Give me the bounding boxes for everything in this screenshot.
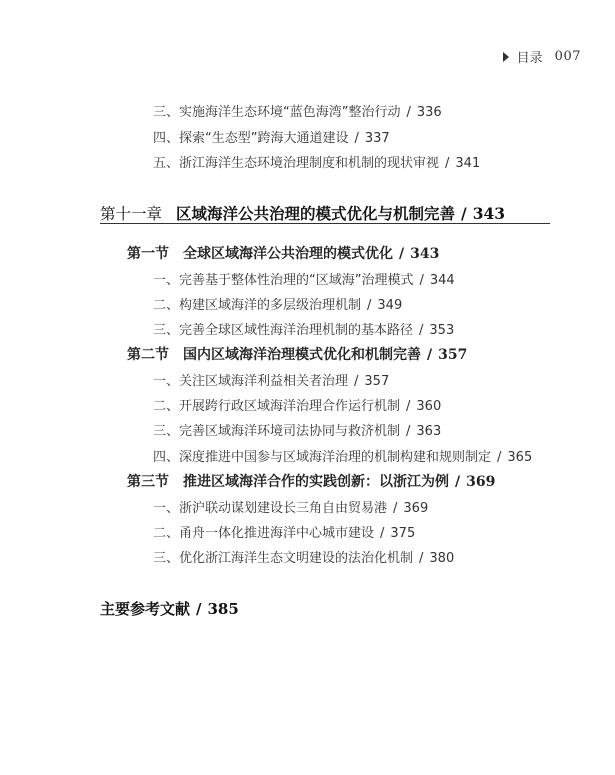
toc-item-page: 369 — [403, 501, 429, 516]
toc-item-text: 三、完善区域海洋环境司法协同与救济机制 — [153, 424, 401, 439]
section-page: 369 — [466, 474, 496, 490]
references-page: 385 — [207, 600, 239, 618]
references-heading[interactable]: 主要参考文献 / 385 — [100, 600, 239, 618]
section-number: 第二节 — [127, 347, 169, 363]
toc-item-text: 三、实施海洋生态环境“蓝色海湾”整治行动 — [153, 105, 401, 120]
toc-item[interactable]: 一、完善基于整体性治理的“区域海”治理模式 / 344 — [153, 273, 455, 288]
section-heading[interactable]: 第二节 国内区域海洋治理模式优化和机制完善 / 357 — [127, 347, 468, 363]
chapter-page: 343 — [472, 204, 506, 223]
section-number: 第一节 — [127, 246, 169, 262]
toc-item[interactable]: 四、探索“生态型”跨海大通道建设 / 337 — [153, 131, 390, 146]
toc-item-page: 380 — [429, 551, 455, 566]
toc-item-page: 349 — [377, 298, 403, 313]
toc-item[interactable]: 二、开展跨行政区域海洋治理合作运行机制 / 360 — [153, 399, 442, 414]
chapter-title: 区域海洋公共治理的模式优化与机制完善 — [176, 204, 456, 223]
toc-item[interactable]: 二、甬舟一体化推进海洋中心城市建设 / 375 — [153, 526, 416, 541]
toc-item-page: 341 — [455, 156, 481, 171]
toc-item-page: 353 — [429, 323, 455, 338]
section-heading[interactable]: 第一节 全球区域海洋公共治理的模式优化 / 343 — [127, 246, 440, 262]
section-page: 357 — [438, 347, 468, 363]
triangle-marker-icon — [503, 52, 509, 62]
toc-item[interactable]: 三、优化浙江海洋生态文明建设的法治化机制 / 380 — [153, 551, 455, 566]
chapter-heading[interactable]: 第十一章 区域海洋公共治理的模式优化与机制完善 / 343 — [100, 204, 506, 223]
toc-item-page: 365 — [507, 450, 533, 465]
section-heading[interactable]: 第三节 推进区域海洋合作的实践创新：以浙江为例 / 369 — [127, 474, 496, 490]
header-section: 目录 — [516, 51, 543, 66]
toc-item[interactable]: 四、深度推进中国参与区域海洋治理的机制构建和规则制定 / 365 — [153, 450, 533, 465]
toc-item-text: 一、关注区域海洋利益相关者治理 — [153, 374, 349, 389]
chapter-divider — [100, 223, 550, 224]
toc-item[interactable]: 二、构建区域海洋的多层级治理机制 / 349 — [153, 298, 403, 313]
header-page-number: 007 — [554, 49, 581, 64]
toc-item-text: 二、开展跨行政区域海洋治理合作运行机制 — [153, 399, 401, 414]
toc-item[interactable]: 三、完善全球区域性海洋治理机制的基本路径 / 353 — [153, 323, 455, 338]
toc-item[interactable]: 一、关注区域海洋利益相关者治理 / 357 — [153, 374, 390, 389]
toc-item-text: 四、探索“生态型”跨海大通道建设 — [153, 131, 349, 146]
toc-item-page: 357 — [364, 374, 390, 389]
toc-item-page: 363 — [416, 424, 442, 439]
toc-item[interactable]: 五、浙江海洋生态环境治理制度和机制的现状审视 / 341 — [153, 156, 481, 171]
toc-item-text: 三、完善全球区域性海洋治理机制的基本路径 — [153, 323, 414, 338]
toc-item-page: 337 — [364, 131, 390, 146]
toc-item-text: 一、浙沪联动谋划建设长三角自由贸易港 — [153, 501, 388, 516]
toc-item[interactable]: 三、实施海洋生态环境“蓝色海湾”整治行动 / 336 — [153, 105, 442, 120]
toc-item-text: 四、深度推进中国参与区域海洋治理的机制构建和规则制定 — [153, 450, 492, 465]
toc-item-text: 二、构建区域海洋的多层级治理机制 — [153, 298, 362, 313]
toc-item-page: 336 — [416, 105, 442, 120]
running-header — [503, 47, 581, 66]
toc-item-page: 344 — [429, 273, 455, 288]
toc-item[interactable]: 一、浙沪联动谋划建设长三角自由贸易港 / 369 — [153, 501, 429, 516]
toc-item-text: 三、优化浙江海洋生态文明建设的法治化机制 — [153, 551, 414, 566]
section-title: 国内区域海洋治理模式优化和机制完善 — [183, 347, 421, 363]
section-page: 343 — [410, 246, 440, 262]
toc-item-page: 360 — [416, 399, 442, 414]
toc-item-page: 375 — [390, 526, 416, 541]
chapter-number: 第十一章 — [100, 205, 163, 223]
toc-item-text: 二、甬舟一体化推进海洋中心城市建设 — [153, 526, 375, 541]
section-number: 第三节 — [127, 474, 169, 490]
section-title: 全球区域海洋公共治理的模式优化 — [183, 246, 393, 262]
toc-item-text: 一、完善基于整体性治理的“区域海”治理模式 — [153, 273, 414, 288]
references-title: 主要参考文献 — [100, 600, 191, 618]
toc-item[interactable]: 三、完善区域海洋环境司法协同与救济机制 / 363 — [153, 424, 442, 439]
toc-item-text: 五、浙江海洋生态环境治理制度和机制的现状审视 — [153, 156, 440, 171]
section-title: 推进区域海洋合作的实践创新：以浙江为例 — [183, 474, 449, 490]
